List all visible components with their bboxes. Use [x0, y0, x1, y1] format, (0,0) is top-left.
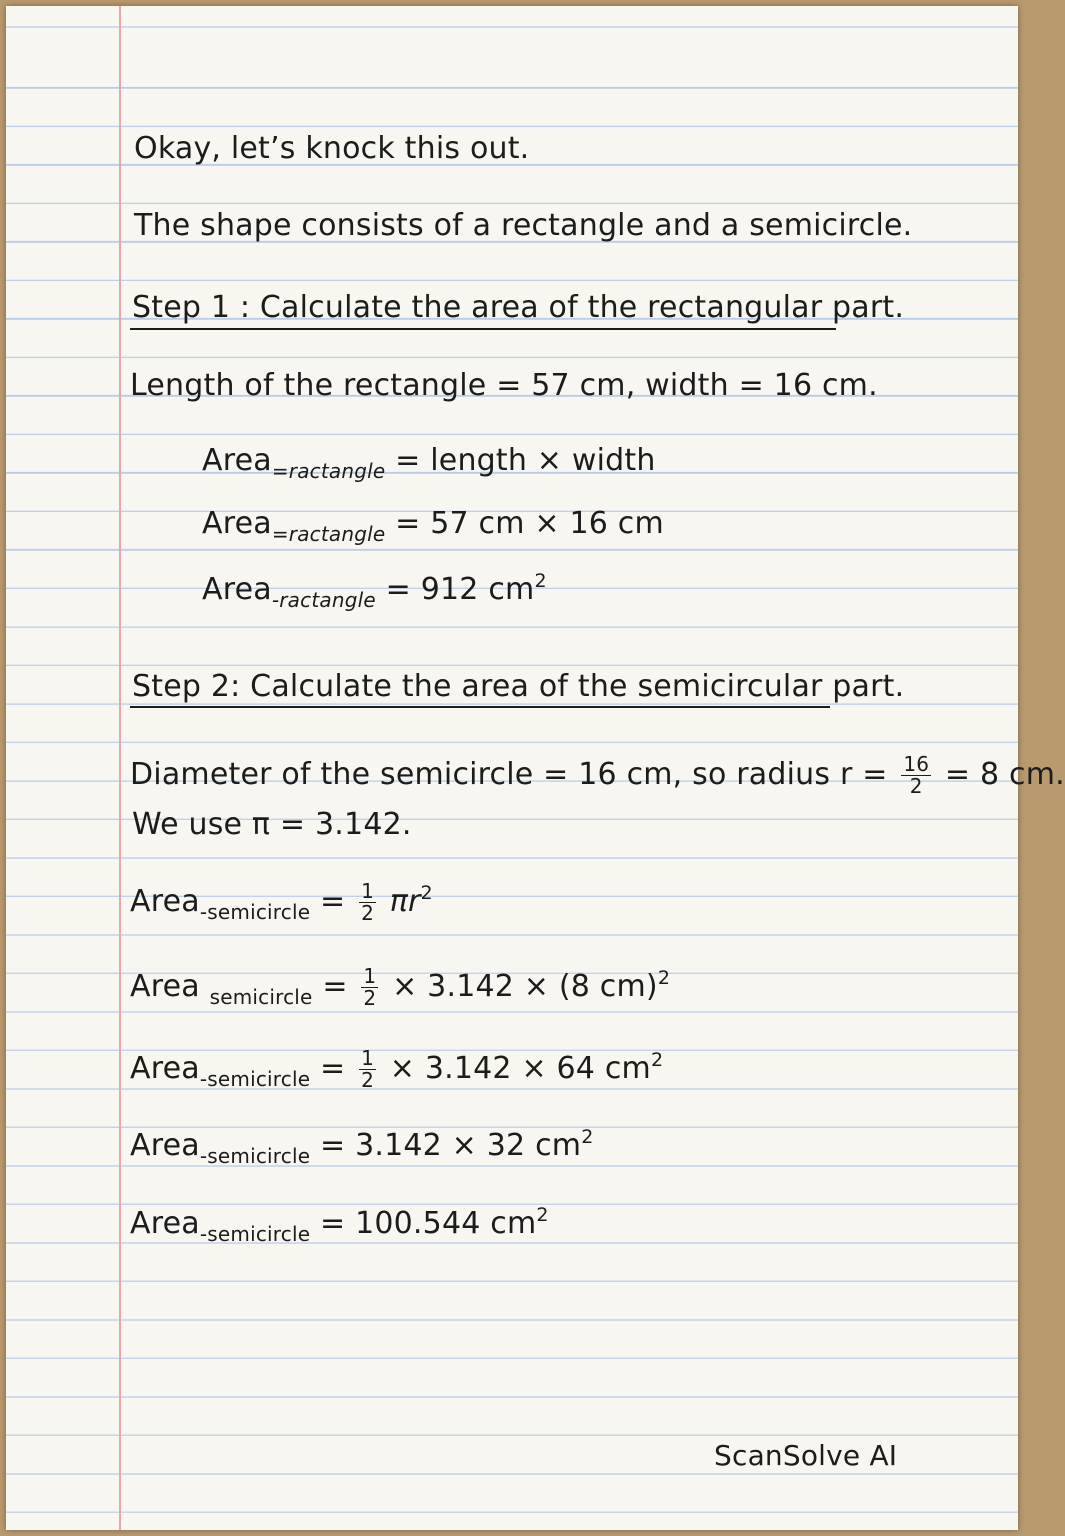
intro-line-1: Okay, let’s knock this out.	[134, 131, 530, 166]
exponent: 2	[534, 570, 547, 592]
exponent: 2	[650, 1049, 664, 1071]
area-label: Area	[202, 572, 272, 607]
rect-area-line-3	[202, 572, 547, 610]
semi-area-line-3	[130, 1048, 663, 1091]
rect-rhs-3: 912 cm	[420, 572, 535, 607]
fraction-numerator: 16	[903, 752, 930, 776]
equals-sign: =	[322, 969, 348, 1004]
fraction-denominator: 2	[909, 774, 923, 798]
equals-sign: =	[319, 884, 346, 919]
equals-sign: =	[319, 1128, 346, 1163]
equals-sign: =	[395, 443, 421, 478]
area-subscript: =ractangle	[271, 522, 386, 546]
area-subscript: semicircle	[209, 985, 313, 1009]
fraction-numerator: 1	[363, 964, 377, 988]
fraction-numerator: 1	[361, 879, 374, 903]
rect-rhs-1: length × width	[430, 443, 656, 478]
step-1-underline	[130, 328, 836, 330]
half-fraction	[359, 881, 376, 924]
step-2-underline	[130, 706, 830, 708]
semi-area-line-2	[130, 966, 670, 1009]
semi-rhs-5: 100.544 cm	[355, 1206, 537, 1241]
exponent: 2	[536, 1204, 549, 1226]
semi-area-line-4	[130, 1128, 593, 1166]
area-label: Area	[202, 443, 272, 478]
rect-area-line-2	[202, 506, 664, 546]
rect-area-line-1	[202, 443, 656, 483]
signature: ScanSolve AI	[714, 1439, 898, 1472]
equals-sign: =	[395, 506, 421, 541]
margin-line	[119, 6, 121, 1530]
notebook-page	[6, 6, 1065, 1530]
step-1-heading: Step 1 : Calculate the area of the rectangular part.	[132, 290, 905, 325]
equals-sign: =	[385, 572, 411, 607]
semi-rhs-4: 3.142 × 32 cm	[355, 1128, 582, 1163]
area-label: Area	[130, 969, 200, 1004]
diameter-text: Diameter of the semicircle = 16 cm, so radius r =	[130, 757, 888, 792]
fraction-denominator: 2	[361, 1068, 374, 1092]
area-label: Area	[130, 1051, 200, 1086]
area-subscript: -semicircle	[199, 1144, 311, 1168]
exponent: 2	[420, 882, 433, 904]
half-fraction	[359, 1048, 376, 1091]
area-label: Area	[130, 1206, 200, 1241]
intro-line-2: The shape consists of a rectangle and a semicircle.	[134, 208, 913, 243]
exponent: 2	[581, 1126, 594, 1148]
area-subscript: -ractangle	[271, 588, 376, 612]
area-label: Area	[202, 506, 272, 541]
half-fraction	[361, 966, 378, 1009]
semi-formula: πr	[389, 884, 421, 919]
radius-fraction	[901, 754, 931, 797]
step-1-given: Length of the rectangle = 57 cm, width = 16 cm.	[130, 368, 878, 403]
semi-rhs-2: × 3.142 × (8 cm)	[392, 969, 658, 1004]
area-subscript: -semicircle	[199, 900, 311, 924]
equals-sign: =	[319, 1206, 346, 1241]
area-label: Area	[130, 1128, 200, 1163]
semi-area-line-5	[130, 1206, 549, 1244]
step-2-diameter-line	[130, 754, 1065, 797]
semi-area-line-1	[130, 881, 433, 924]
area-label: Area	[130, 884, 200, 919]
pi-value-line: We use π = 3.142.	[132, 807, 412, 842]
exponent: 2	[657, 967, 671, 989]
fraction-denominator: 2	[363, 986, 377, 1010]
semi-rhs-3: × 3.142 × 64 cm	[389, 1051, 651, 1086]
fraction-numerator: 1	[361, 1046, 374, 1070]
area-subscript: -semicircle	[199, 1067, 311, 1091]
step-2-heading: Step 2: Calculate the area of the semicircular part.	[132, 669, 905, 704]
fraction-denominator: 2	[361, 901, 374, 925]
radius-result: = 8 cm.	[944, 757, 1065, 792]
area-subscript: =ractangle	[271, 459, 386, 483]
rect-rhs-2: 57 cm × 16 cm	[430, 506, 664, 541]
equals-sign: =	[319, 1051, 346, 1086]
area-subscript: -semicircle	[199, 1222, 311, 1246]
